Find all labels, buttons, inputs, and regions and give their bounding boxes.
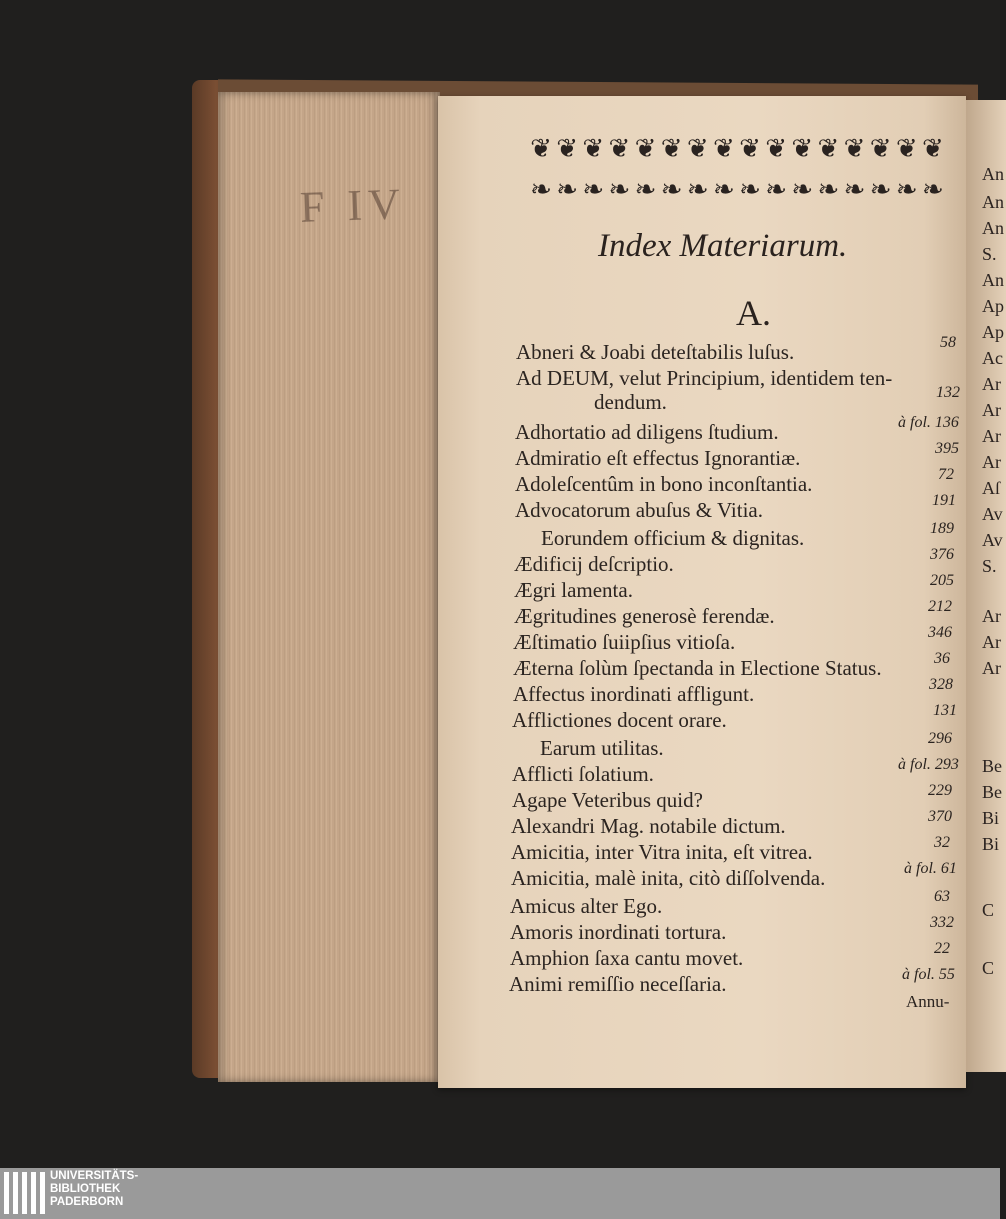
index-entry-page-number: 132 — [936, 384, 960, 401]
index-entry-text: Admiratio eſt effectus Ignorantiæ. — [515, 446, 801, 470]
right-page-text-fragment: Ar — [982, 426, 1001, 446]
right-page-text-fragment: An — [982, 218, 1004, 238]
ornament-glyph: ❦ — [713, 133, 735, 163]
index-entry-text: Amicus alter Ego. — [510, 894, 663, 918]
right-page-text-fragment: Be — [982, 782, 1002, 802]
footer-bar — [0, 1168, 1000, 1219]
index-entry-page-number: 191 — [932, 492, 956, 509]
ornament-glyph: ❦ — [817, 133, 840, 163]
library-name-line-3: PADERBORN — [50, 1196, 124, 1208]
index-entry-page-number: à fol. 55 — [902, 966, 955, 983]
right-page-text-fragment: An — [982, 192, 1004, 212]
index-entry-page-number: 131 — [933, 702, 957, 719]
index-entry-page-number: 370 — [928, 808, 952, 825]
index-entry-page-number: 332 — [930, 914, 954, 931]
index-entry-page-number: 376 — [930, 546, 954, 563]
right-page-text-fragment: Bi — [982, 834, 1000, 854]
index-entry-text: Adoleſcentûm in bono inconſtantia. — [515, 472, 813, 496]
ornament-glyph: ❧ — [922, 174, 944, 204]
page-block-edge — [218, 92, 440, 1082]
index-entry-text: Æſtimatio ſuiipſius vitioſa. — [513, 630, 736, 654]
right-page-text-fragment: Ar — [982, 374, 1001, 394]
catchword: Annu- — [906, 992, 950, 1011]
ornament-glyph: ❦ — [869, 133, 892, 163]
right-page-text-fragment: Be — [982, 756, 1002, 776]
index-entry-page-number: 58 — [940, 334, 956, 351]
index-entry-text: Ægritudines generosè ferendæ. — [514, 604, 775, 628]
ornament-glyph: ❧ — [686, 174, 709, 204]
right-page-text-fragment: An — [982, 164, 1004, 184]
library-logo — [4, 1172, 45, 1214]
index-entry-page-number: à fol. 61 — [904, 860, 957, 877]
ornament-glyph: ❦ — [634, 133, 657, 163]
index-entry-page-number: 205 — [930, 572, 954, 589]
right-page-text-fragment: Ap — [982, 322, 1004, 342]
right-page-fragment — [966, 100, 1006, 1072]
index-entry-text: Amicitia, inter Vitra inita, eſt vitrea. — [511, 840, 813, 864]
ornament-glyph: ❦ — [556, 133, 579, 163]
ornament-glyph: ❦ — [739, 133, 761, 163]
index-entry-text: Abneri & Joabi deteſtabilis luſus. — [516, 340, 795, 364]
index-entry-text: dendum. — [594, 390, 667, 414]
ornament-glyph: ❦ — [660, 133, 683, 163]
index-entry-page-number: à fol. 136 — [898, 414, 959, 431]
right-page-text-fragment: Av — [982, 530, 1003, 550]
index-entry-text: Affectus inordinati affligunt. — [513, 682, 755, 706]
right-page-text-fragment: Ap — [982, 296, 1004, 316]
ornament-glyph: ❧ — [634, 174, 657, 204]
ornament-glyph: ❦ — [608, 133, 631, 163]
index-entry-text: Ædificij deſcriptio. — [514, 552, 674, 576]
ornament-glyph: ❧ — [660, 174, 683, 204]
index-entry-text: Eorundem officium & dignitas. — [541, 526, 805, 550]
right-page-text-fragment: Ar — [982, 658, 1001, 678]
right-page-text-fragment: Ar — [982, 400, 1001, 420]
index-entry-page-number: 36 — [934, 650, 950, 667]
index-entry-text: Ad DEUM, velut Principium, identidem ten- — [516, 366, 893, 390]
ornamental-header-band — [528, 128, 946, 210]
index-entry-text: Agape Veteribus quid? — [512, 788, 703, 812]
page-title: Index Materiarum. — [598, 228, 848, 264]
index-entry-text: Amicitia, malè inita, citò diſſolvenda. — [511, 866, 826, 890]
library-name — [50, 1170, 138, 1209]
index-entry-page-number: 328 — [929, 676, 953, 693]
ornament-glyph: ❦ — [791, 133, 814, 163]
right-page-text-fragment: Ar — [982, 452, 1001, 472]
right-page-text-fragment: Ar — [982, 606, 1001, 626]
ornament-glyph: ❧ — [608, 174, 631, 204]
ornament-glyph: ❧ — [791, 174, 814, 204]
ornament-glyph: ❦ — [922, 133, 944, 163]
index-entry-text: Ægri lamenta. — [514, 578, 633, 602]
right-page-text-fragment: S. — [982, 244, 997, 264]
index-entry-page-number: à fol. 293 — [898, 756, 959, 773]
index-entry-page-number: 346 — [928, 624, 952, 641]
right-page-text-fragment: Ar — [982, 632, 1001, 652]
ornament-glyph: ❧ — [582, 174, 605, 204]
index-entry-text: Animi remiſſio neceſſaria. — [509, 972, 727, 996]
ornament-glyph: ❧ — [843, 174, 866, 204]
section-letter: A. — [736, 293, 771, 333]
right-page-text-fragment: An — [982, 270, 1004, 290]
ornament-glyph: ❦ — [843, 133, 866, 163]
index-entry-page-number: 72 — [938, 466, 954, 483]
index-entry-text: Advocatorum abuſus & Vitia. — [515, 498, 763, 522]
library-name-line-1: UNIVERSITÄTS- — [50, 1170, 139, 1182]
index-entry-text: Amoris inordinati tortura. — [510, 920, 727, 944]
right-page-text-fragment: Av — [982, 504, 1003, 524]
index-entry-text: Afflictiones docent orare. — [512, 708, 727, 732]
ornament-glyph: ❧ — [739, 174, 761, 204]
ornament-glyph: ❧ — [556, 174, 579, 204]
index-entry-page-number: 296 — [928, 730, 952, 747]
ornament-glyph: ❦ — [530, 133, 552, 163]
index-entry-page-number: 229 — [928, 782, 952, 799]
ornament-glyph: ❧ — [713, 174, 735, 204]
index-entry-text: Alexandri Mag. notabile dictum. — [511, 814, 786, 838]
index-entry-text: Amphion ſaxa cantu movet. — [510, 946, 744, 970]
ornament-glyph: ❧ — [869, 174, 892, 204]
right-page-text-fragment: Ac — [982, 348, 1003, 368]
ornament-glyph: ❦ — [582, 133, 605, 163]
ornament-glyph: ❦ — [895, 133, 918, 163]
right-page-text-fragment: C — [982, 958, 995, 978]
index-entry-text: Adhortatio ad diligens ſtudium. — [515, 420, 779, 444]
ornament-glyph: ❧ — [530, 174, 552, 204]
ornament-glyph: ❦ — [765, 133, 788, 163]
library-name-line-2: BIBLIOTHEK — [50, 1183, 121, 1195]
index-entry-page-number: 395 — [935, 440, 959, 457]
edge-inscription: F IV — [299, 179, 407, 232]
ornament-glyph: ❧ — [817, 174, 840, 204]
index-entry-page-number: 212 — [928, 598, 952, 615]
ornament-glyph: ❧ — [895, 174, 918, 204]
right-page-text-fragment: C — [982, 900, 995, 920]
index-entry-page-number: 22 — [934, 940, 950, 957]
index-entry-page-number: 189 — [930, 520, 954, 537]
index-entry-text: Afflicti ſolatium. — [512, 762, 654, 786]
ornament-glyph: ❦ — [686, 133, 709, 163]
index-entry-text: Earum utilitas. — [540, 736, 664, 760]
index-entry-page-number: 32 — [934, 834, 950, 851]
right-page-text-fragment: S. — [982, 556, 997, 576]
ornament-glyph: ❧ — [765, 174, 788, 204]
right-page-text-fragment: Aſ — [982, 478, 1000, 498]
index-entry-text: Æterna ſolùm ſpectanda in Electione Status. — [513, 656, 882, 680]
index-entry-page-number: 63 — [934, 888, 950, 905]
right-page-text-fragment: Bi — [982, 808, 1000, 828]
